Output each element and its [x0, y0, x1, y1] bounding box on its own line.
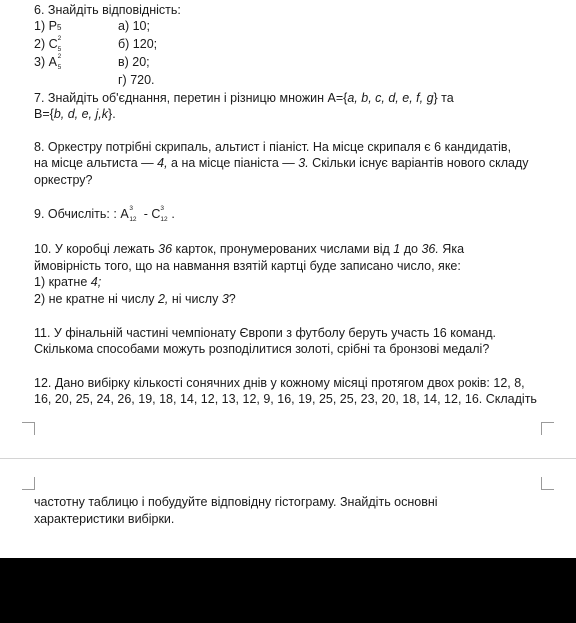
task6-title: 6. Знайдіть відповідність:: [34, 3, 181, 17]
task10-line2: ймовірність того, що на навмання взятій картці буде записано число, яке:: [34, 259, 461, 273]
task12-line4: характеристики вибірки.: [34, 512, 175, 526]
bottom-black-area: [0, 558, 576, 623]
task6-left-3: 3) A 2 5: [34, 53, 62, 71]
task8-line1: 8. Оркестру потрібні скрипаль, альтист і піаніст. На місце скрипаля є 6 кандидатів,: [34, 140, 512, 154]
task7-line2: B={b, d, e, j,k}.: [34, 107, 116, 121]
task6-right-a: а) 10;: [118, 19, 150, 33]
task7-line1: 7. Знайдіть об'єднання, перетин і різницю множин A={a, b, c, d, e, f, g} та: [34, 91, 454, 105]
page-corner-mark: [541, 422, 554, 435]
task6-right-b: б) 120;: [118, 37, 158, 51]
task6-right-c: в) 20;: [118, 55, 150, 69]
task10-line1: 10. У коробці лежать 36 карток, пронумерованих числами від 1 до 36. Яка: [34, 242, 465, 256]
page-corner-mark: [22, 477, 35, 490]
task8-line2: на місце альтиста — 4, а на місце піаніста — 3. Скільки існує варіантів нового складу: [34, 156, 529, 170]
page-corner-mark: [22, 422, 35, 435]
task6-left-2: 2) C 2 5: [34, 35, 62, 53]
document-page-2: [0, 458, 576, 559]
task8-line3: оркестру?: [34, 173, 93, 187]
task9-line: 9. Обчисліть: : A 3 12 - C 3 12 .: [34, 205, 175, 223]
task12-line3: частотну таблицю і побудуйте відповідну гістограму. Знайдіть основні: [34, 495, 438, 509]
task12-line1: 12. Дано вибірку кількості сонячних днів у кожному місяці протягом двох років: 12, 8,: [34, 376, 525, 390]
task12-line2: 16, 20, 25, 24, 26, 19, 18, 14, 12, 13, 12, 9, 16, 19, 25, 25, 23, 20, 18, 14, 12, 16. Складіть: [34, 392, 537, 406]
page-corner-mark: [541, 477, 554, 490]
task11-line2: Скількома способами можуть розподілитися золоті, срібні та бронзові медалі?: [34, 342, 490, 356]
task6-right-d: г) 720.: [118, 73, 155, 87]
task10-line3: 1) кратне 4;: [34, 275, 102, 289]
task6-left-1: 1) P5: [34, 19, 62, 33]
task11-line1: 11. У фінальній частині чемпіонату Європи з футболу беруть участь 16 команд.: [34, 326, 496, 340]
task10-line4: 2) не кратне ні числу 2, ні числу 3?: [34, 292, 236, 306]
